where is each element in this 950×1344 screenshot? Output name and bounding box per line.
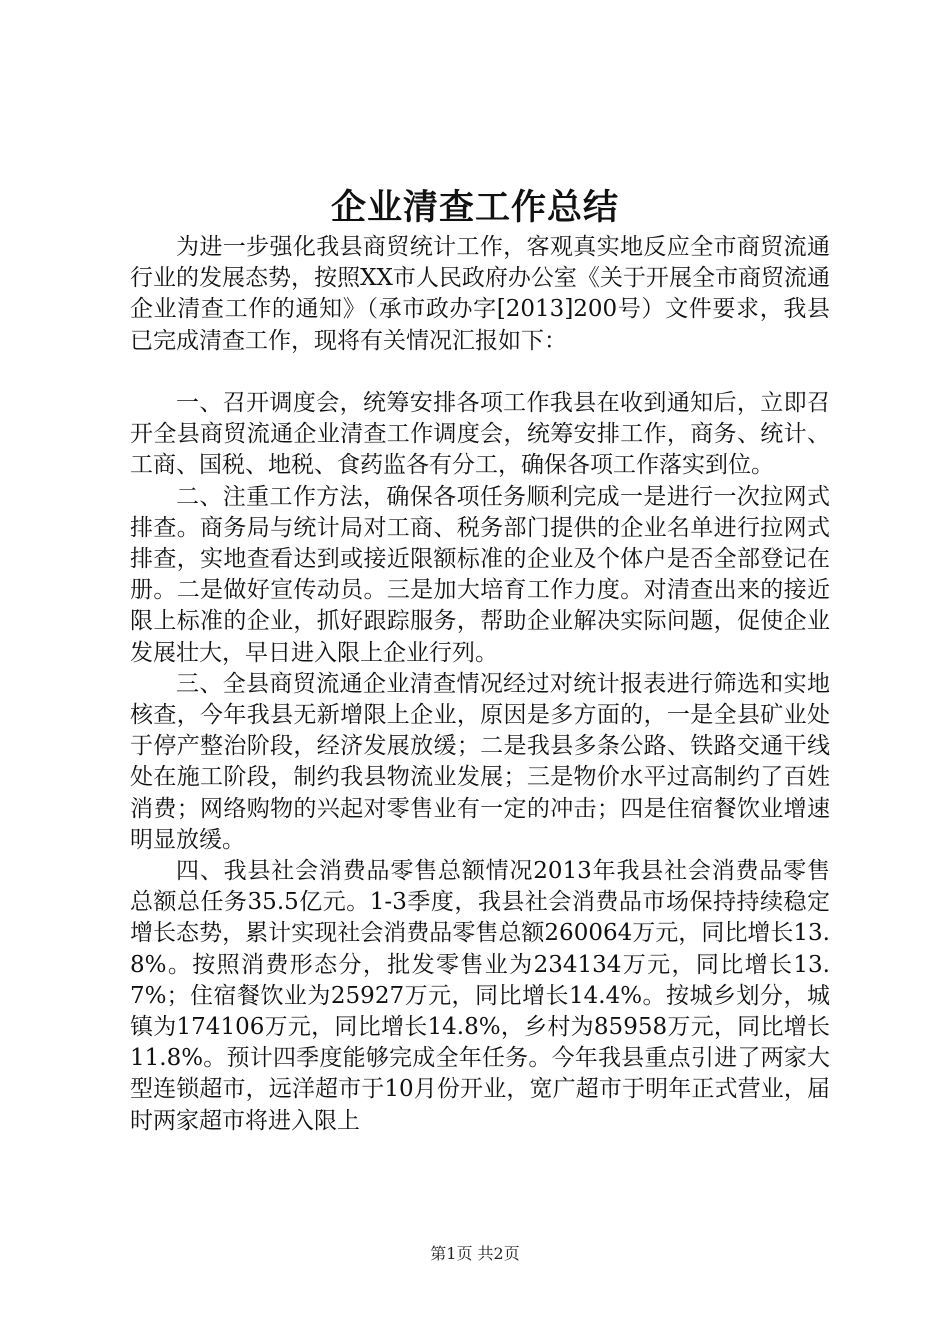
document-body xyxy=(130,232,830,1137)
paragraph-section-2: 二、注重工作方法，确保各项任务顺利完成一是进行一次拉网式排查。商务局与统计局对工商、税务部门提供的企业名单进行拉网式排查，实地查看达到或接近限额标准的企业及个体户是否全部登记在册。二是做好宣传动员。三是加大培育工作力度。对清查出来的接近限上标准的企业，抓好跟踪服务，帮助企业解决实际问题，促使企业发展壮大，早日进入限上企业行列。 xyxy=(130,483,830,666)
paragraph-section-3: 三、全县商贸流通企业清查情况经过对统计报表进行筛选和实地核查，今年我县无新增限上企业，原因是多方面的，一是全县矿业处于停产整治阶段，经济发展放缓；二是我县多条公路、铁路交通干线处在施工阶段，制约我县物流业发展；三是物价水平过高制约了百姓消费；网络购物的兴起对零售业有一定的冲击；四是住宿餐饮业增速明显放缓。 xyxy=(130,670,830,853)
paragraph-section-1: 一、召开调度会，统筹安排各项工作我县在收到通知后，立即召开全县商贸流通企业清查工作调度会，统筹安排工作，商务、统计、工商、国税、地税、食药监各有分工，确保各项工作落实到位。 xyxy=(130,390,830,479)
paragraph-section-4: 四、我县社会消费品零售总额情况2013年我县社会消费品零售总额总任务35.5亿元。1-3季度，我县社会消费品市场保持持续稳定增长态势，累计实现社会消费品零售总额260064万元，同比增长13.8%。按照消费形态分，批发零售业为234134万元，同比增长13.7%；住宿餐饮业为25927万元，同比增长14.4%。按城乡划分，城镇为174106万元，同比增长14.8%，乡村为85958万元，同比增长11.8%。预计四季度能够完成全年任务。今年我县重点引进了两家大型连锁超市，远洋超市于10月份开业，宽广超市于明年正式营业，届时两家超市将进入限上 xyxy=(130,858,830,1134)
document-title: 企业清查工作总结 xyxy=(330,187,619,228)
page-footer: 第1页 共2页 xyxy=(430,1244,520,1263)
paragraph-intro: 为进一步强化我县商贸统计工作，客观真实地反应全市商贸流通行业的发展态势，按照XX市人民政府办公室《关于开展全市商贸流通企业清查工作的通知》（承市政办字[2013]200号）文件要求，我县已完成清查工作，现将有关情况汇报如下： xyxy=(130,234,830,354)
